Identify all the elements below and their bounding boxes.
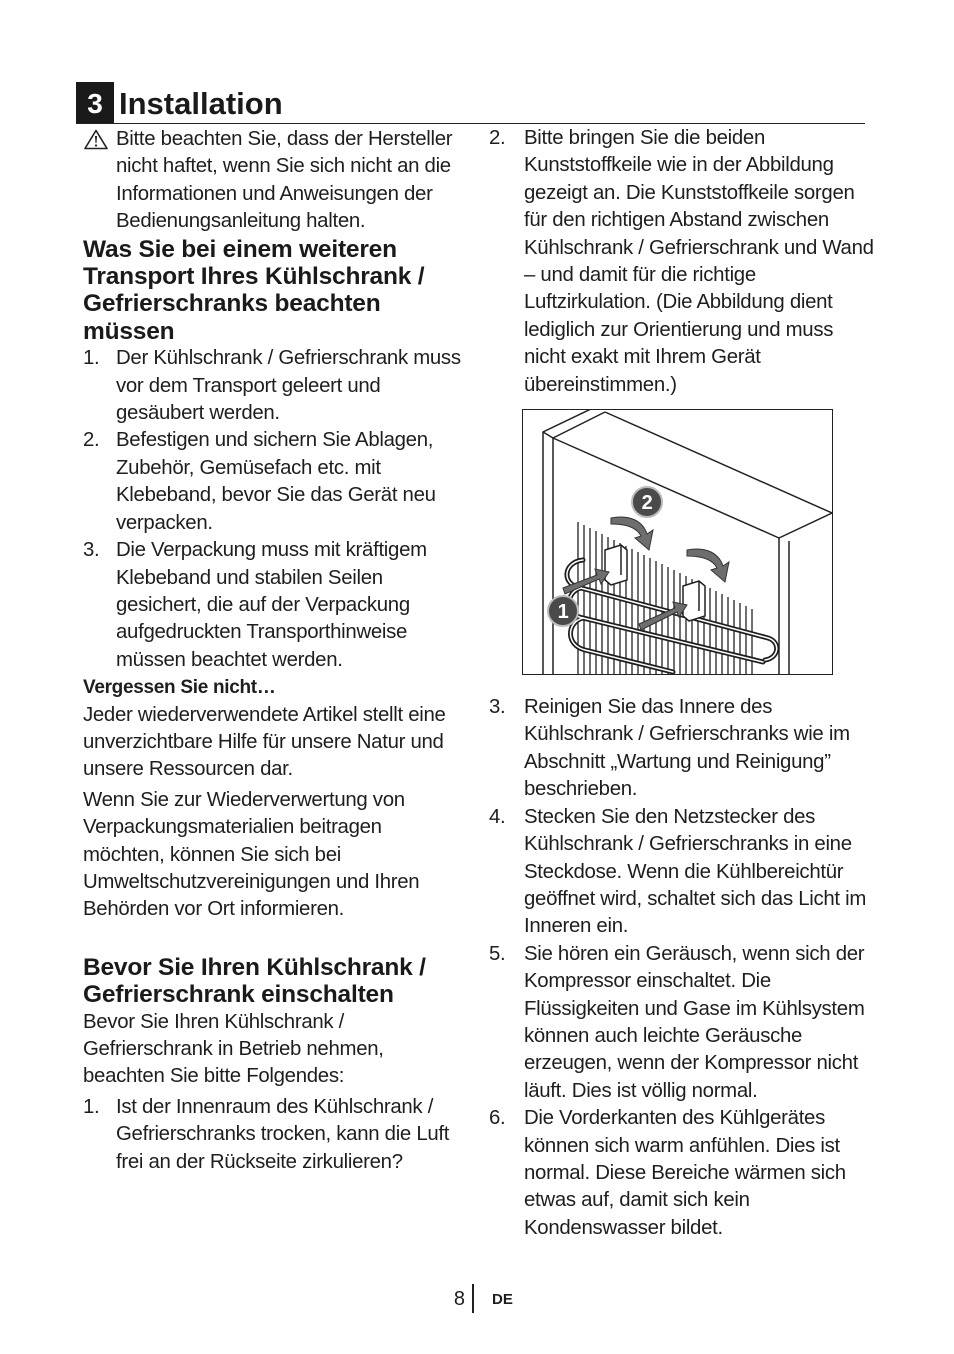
transport-list (83, 345, 468, 674)
spacer-installation-figure (522, 409, 833, 675)
list-item: 6. Die Vorderkanten des Kühlgerätes können sich warm anfühlen. Dies ist normal. Diese Bereiche wärmen sich etwas auf, damit sich kein Kondenswasser bildet. (489, 1107, 846, 1239)
fridge-back-illustration (523, 410, 832, 674)
footer-divider (472, 1284, 474, 1313)
language-code: DE (492, 1291, 513, 1308)
steps-list-b (489, 694, 874, 1242)
transport-heading: Was Sie bei einem weiteren Transport Ihres Kühlschrank / Gefrierschranks beachten müssen (83, 235, 425, 345)
recycling-paragraph: Wenn Sie zur Wiederverwertung von Verpackungsmaterialien beitragen möchten, können Sie sich bei Umweltschutzvereinigungen und Ihren Behörden vor Ort informieren. (83, 788, 420, 921)
section-number: 3 (76, 82, 114, 123)
warning-text: Bitte beachten Sie, dass der Hersteller nicht haftet, wenn Sie sich nicht an die Informationen und Anweisungen der Bedienungsanleitung halten. (116, 128, 453, 233)
list-item: 1. Der Kühlschrank / Gefrierschrank muss vor dem Transport geleert und gesäubert werden. (83, 347, 461, 425)
list-item: 3. Die Verpackung muss mit kräftigem Klebeband und stabilen Seilen gesichert, die auf der Verpackung aufgedruckten Transporthinweise müssen beachtet werden. (83, 539, 427, 671)
left-column (83, 126, 468, 1176)
reminder-paragraph: Jeder wiederverwendete Artikel stellt eine unverzichtbare Hilfe für unsere Natur und unsere Ressourcen dar. (83, 703, 446, 781)
steps-list-a (489, 125, 874, 399)
list-item: 3. Reinigen Sie das Innere des Kühlschrank / Gefrierschranks wie im Abschnitt „Wartung und Reinigung” beschrieben. (489, 696, 850, 801)
list-item: 2. Bitte bringen Sie die beiden Kunststoffkeile wie in der Abbildung gezeigt an. Die Kunststoffkeile sorgen für den richtigen Abstand zwischen Kühlschrank / Gefrierschrank und Wand – und damit für die richtige Luftzirkulation. (Die Abbildung dient lediglich zur Orientierung und muss nicht exakt mit Ihrem Gerät übereinstimmen.) (489, 127, 874, 396)
list-item: 4. Stecken Sie den Netzstecker des Kühlschrank / Gefrierschranks in eine Steckdose. Wenn die Kühlbereichtür geöffnet wird, schaltet sich das Licht im Inneren ein. (489, 805, 867, 938)
figure-label-2: 2 (641, 492, 653, 515)
figure-label-1: 1 (557, 601, 569, 624)
reminder-heading: Vergessen Sie nicht… (83, 677, 276, 699)
section-header (76, 82, 865, 124)
list-item: 5. Sie hören ein Geräusch, wenn sich der Kompressor einschaltet. Die Flüssigkeiten und Gase im Kühlsystem können auch leichte Geräusche erzeugen, wenn der Kompressor nicht läuft. Dies ist völlig normal. (489, 942, 865, 1102)
list-item: 2. Befestigen und sichern Sie Ablagen, Zubehör, Gemüsefach etc. mit Klebeband, bevor Sie das Gerät neu verpacken. (83, 429, 436, 534)
right-column (489, 125, 874, 1242)
before-intro: Bevor Sie Ihren Kühlschrank / Gefrierschrank in Betrieb nehmen, beachten Sie bitte Folgendes: (83, 1010, 384, 1088)
warning-triangle-icon (84, 129, 108, 150)
section-title: Installation (119, 86, 283, 121)
page-footer (0, 1284, 954, 1314)
before-heading: Bevor Sie Ihren Kühlschrank / Gefrierschrank einschalten (83, 953, 426, 1009)
list-item: 1. Ist der Innenraum des Kühlschrank / Gefrierschranks trocken, kann die Luft frei an der Rückseite zirkulieren? (83, 1095, 450, 1173)
warning-note (83, 126, 468, 236)
page-number: 8 (453, 1288, 465, 1310)
